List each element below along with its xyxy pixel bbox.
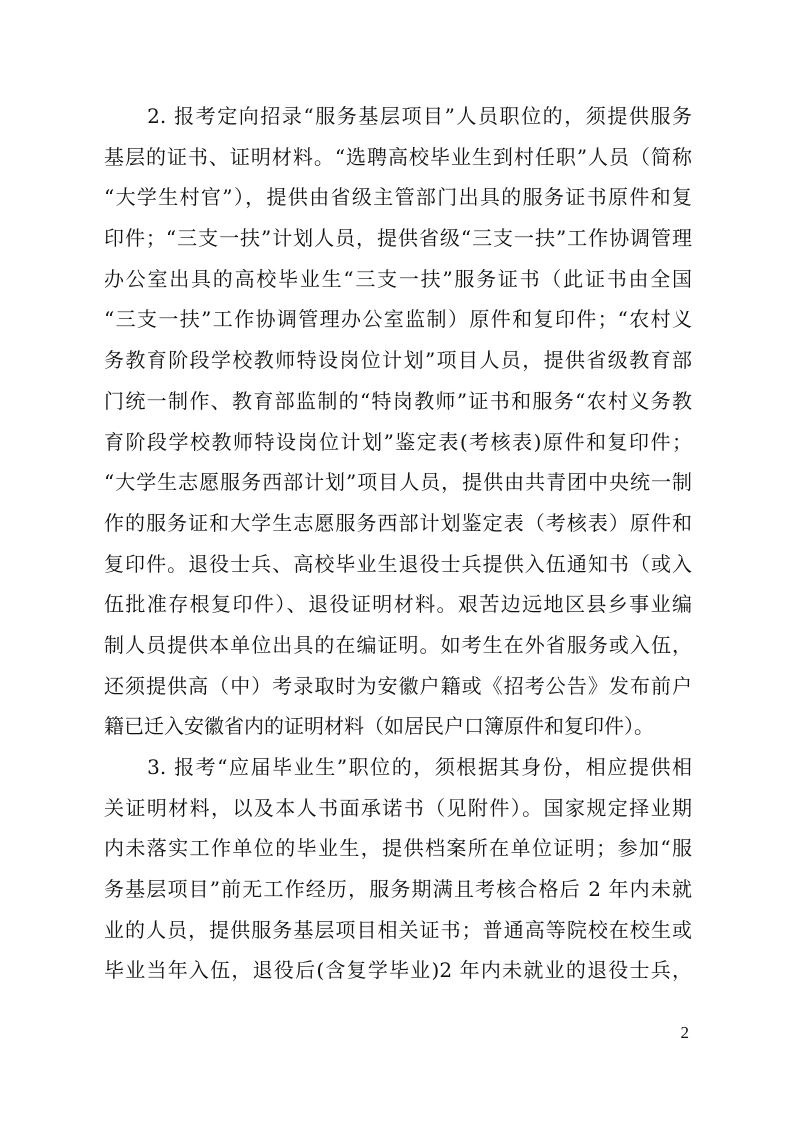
page-number: 2: [680, 1023, 689, 1042]
text-line: 制人员提供本单位出具的在编证明。如考生在外省服务或入伍，: [104, 632, 692, 657]
text-line: 务基层项目”前无工作经历，服务期满且考核合格后 2 年内未就: [104, 877, 692, 902]
text-line: “大学生志愿服务西部计划”项目人员，提供由共青团中央统一制: [104, 470, 692, 495]
text-line: 办公室出具的高校毕业生“三支一扶”服务证书（此证书由全国: [104, 266, 692, 291]
text-line: 育阶段学校教师特设岗位计划”鉴定表(考核表)原件和复印件；: [104, 429, 692, 454]
text-line: “三支一扶”工作协调管理办公室监制）原件和复印件；“农村义: [104, 307, 692, 332]
text-line: 3. 报考“应届毕业生”职位的，须根据其身份，相应提供相: [104, 755, 692, 779]
text-line: 2. 报考定向招录“服务基层项目”人员职位的，须提供服务: [104, 104, 692, 128]
text-line: 印件；“三支一扶”计划人员，提供省级“三支一扶”工作协调管理: [104, 226, 692, 251]
text-line: 基层的证书、证明材料。“选聘高校毕业生到村任职”人员（简称: [104, 144, 692, 169]
text-line: 门统一制作、教育部监制的“特岗教师”证书和服务“农村义务教: [104, 388, 692, 413]
text-line: 务教育阶段学校教师特设岗位计划”项目人员，提供省级教育部: [104, 348, 692, 373]
body-text: [104, 96, 692, 991]
text-line: 毕业当年入伍，退役后(含复学毕业)2 年内未就业的退役士兵，: [104, 958, 692, 983]
text-line: “大学生村官”），提供由省级主管部门出具的服务证书原件和复: [104, 185, 692, 210]
text-line: 复印件。退役士兵、高校毕业生退役士兵提供入伍通知书（或入: [104, 551, 692, 576]
text-line: 还须提供高（中）考录取时为安徽户籍或《招考公告》发布前户: [104, 673, 692, 698]
paragraph-item-2: [104, 96, 692, 747]
text-line: 伍批准存根复印件）、退役证明材料。艰苦边远地区县乡事业编: [104, 592, 692, 617]
text-line: 关证明材料，以及本人书面承诺书（见附件）。国家规定择业期: [104, 795, 692, 820]
text-line: 籍已迁入安徽省内的证明材料（如居民户口簿原件和复印件）。: [104, 714, 654, 739]
text-line: 业的人员，提供服务基层项目相关证书；普通高等院校在校生或: [104, 917, 692, 942]
text-line: 作的服务证和大学生志愿服务西部计划鉴定表（考核表）原件和: [104, 510, 692, 535]
paragraph-item-3: [104, 747, 692, 991]
text-line: 内未落实工作单位的毕业生，提供档案所在单位证明；参加“服: [104, 836, 692, 861]
